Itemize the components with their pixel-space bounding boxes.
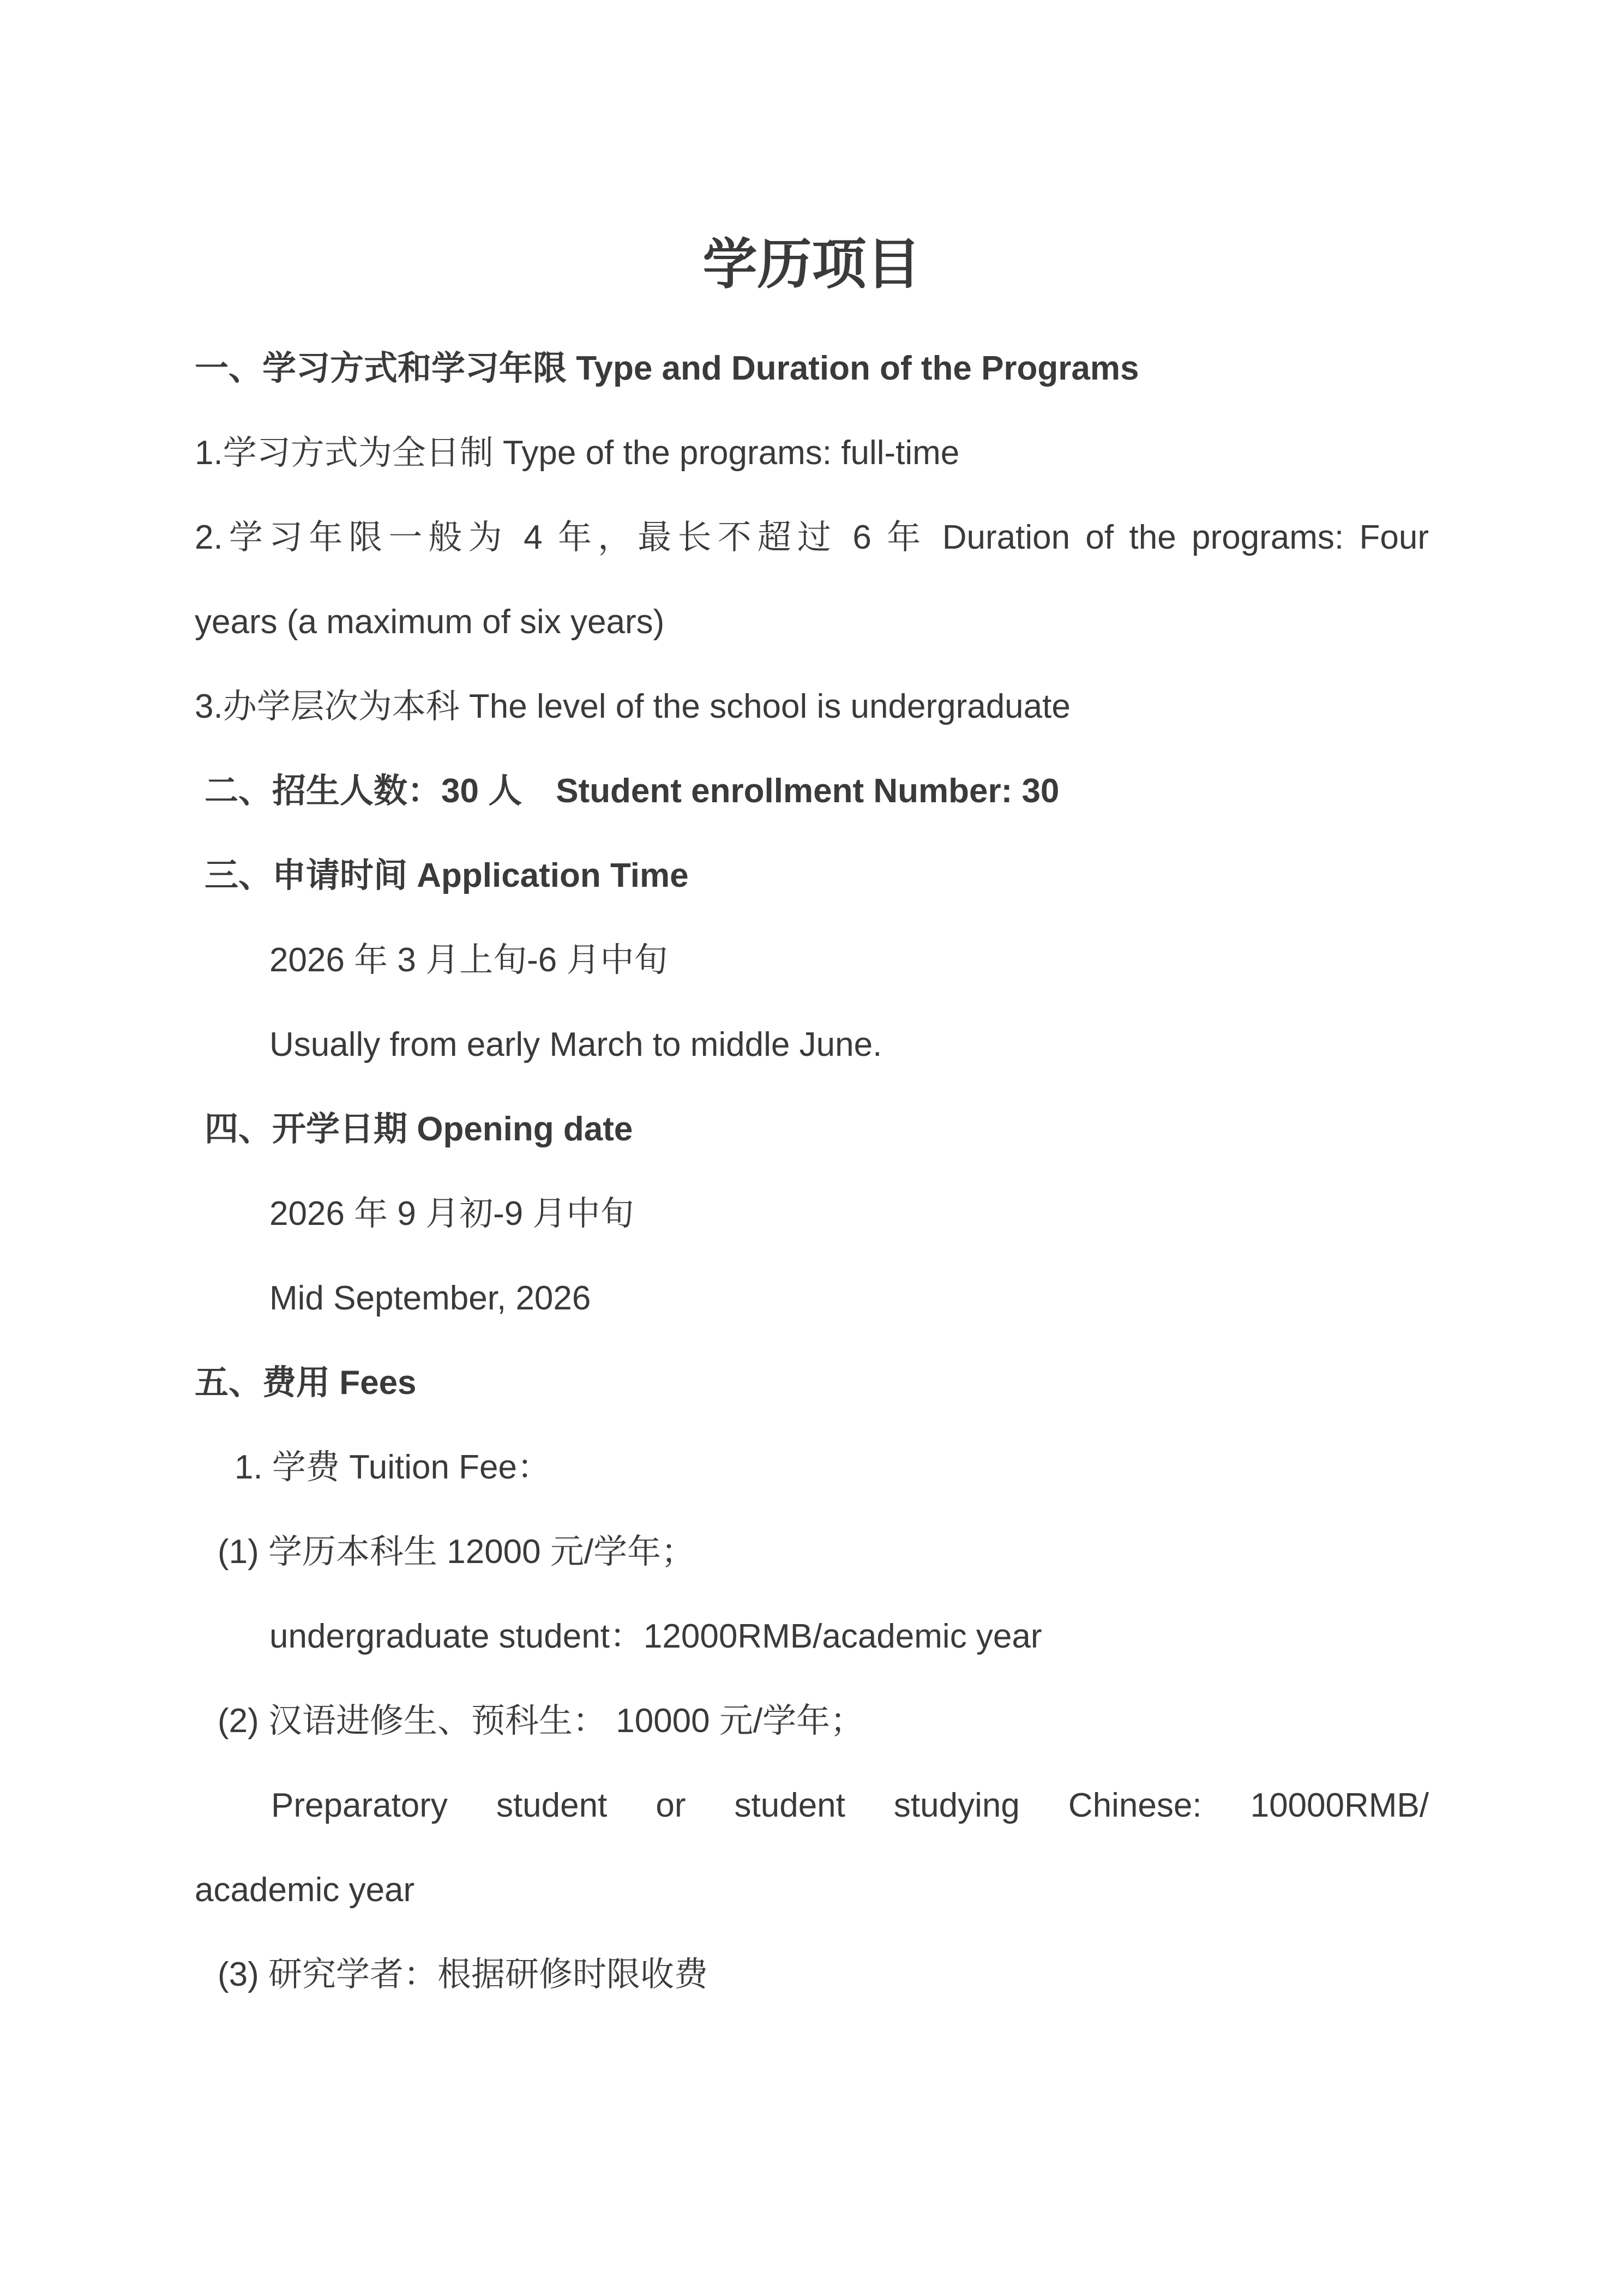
document-body [195,326,1429,2017]
line-duration-2: years (a maximum of six years) [195,603,665,641]
line-tuition-fee-label: 1. 学费 Tuition Fee： [235,1448,551,1486]
line-tuition-scholar-zh: (3) 研究学者：根据研修时限收费 [218,1956,708,1993]
line-duration-1: 2.学习年限一般为 4 年，最长不超过 6 年 Duration of the programs: Four [195,519,1429,556]
line-application-period-en: Usually from early March to middle June. [269,1026,882,1063]
heading-enrollment: 二、招生人数：30 人 Student enrollment Number: 30 [205,772,1060,810]
line-opening-period-en: Mid September, 2026 [269,1279,591,1317]
line-tuition-chinese-zh: (2) 汉语进修生、预科生： 10000 元/学年； [218,1702,864,1740]
heading-fees: 五、费用 Fees [195,1364,417,1402]
line-tuition-undergrad-zh: (1) 学历本科生 12000 元/学年； [218,1533,695,1571]
line-tuition-undergrad-en: undergraduate student：12000RMB/academic year [269,1618,1042,1655]
line-full-time: 1.学习方式为全日制 Type of the programs: full-time [195,434,960,472]
line-tuition-chinese-en-1: Preparatory student or student studying Chinese: 10000RMB/ [271,1787,1429,1824]
page-title: 学历项目 [702,234,921,295]
line-opening-period-zh: 2026 年 9 月初-9 月中旬 [269,1195,634,1233]
heading-opening-date: 四、开学日期 Opening date [205,1110,633,1148]
heading-application-time: 三、申请时间 Application Time [205,857,689,894]
line-application-period-zh: 2026 年 3 月上旬-6 月中旬 [269,941,668,979]
heading-type-duration: 一、学习方式和学习年限 Type and Duration of the Programs [195,350,1139,387]
line-school-level: 3.办学层次为本科 The level of the school is undergraduate [195,688,1071,725]
line-tuition-chinese-en-2: academic year [195,1871,415,1909]
